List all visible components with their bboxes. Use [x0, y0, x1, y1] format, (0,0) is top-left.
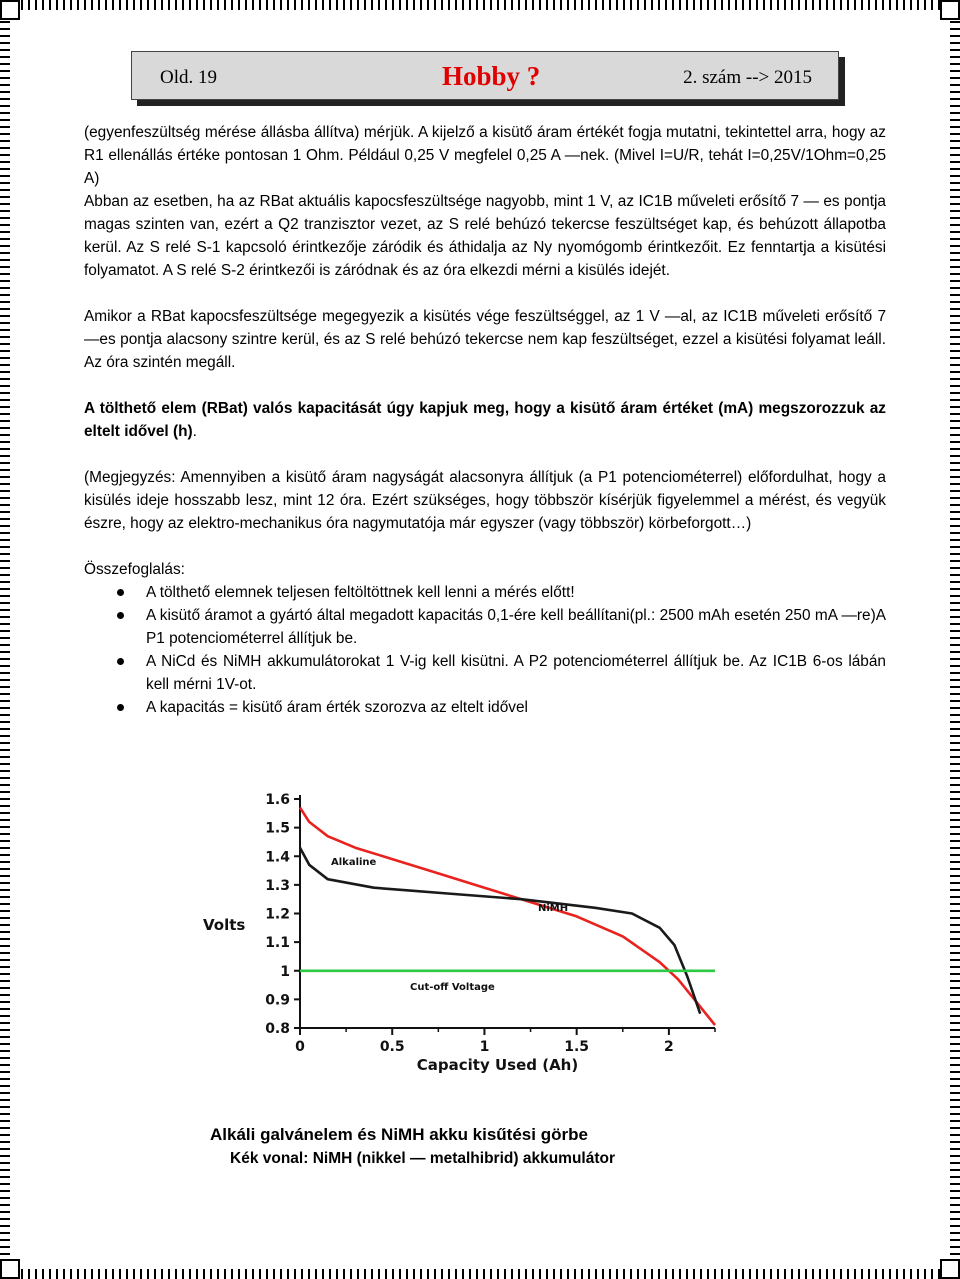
figure-subcaption: Kék vonal: NiMH (nikkel — metalhibrid) akkumulátor	[230, 1150, 615, 1167]
y-tick-label: 1.3	[265, 877, 290, 894]
paragraph-emphasis	[84, 397, 886, 443]
x-tick-label: 1.5	[564, 1039, 590, 1055]
list-item-text: A kisütő áramot a gyártó által megadott kapacitás 0,1-ére kell beállítani(pl.: 2500 mAh esetén 250 mA —re)A P1 potenciométerrel állítjuk be.	[146, 607, 886, 647]
paragraph-note: (Megjegyzés: Amennyiben a kisütő áram nagyságát alacsonyra állítjuk (a P1 potenciométerrel) előfordulhat, hogy a kisülés ideje hosszabb lesz, mint 12 óra. Ezért szükséges, hogy többször kísérjük figyelemmel a mérést, és vegyük észre, hogy az elektro-mechanikus óra nagymutatója már egyszer (vagy többször) körbeforgott…)	[84, 469, 886, 532]
summary-heading: Összefoglalás:	[84, 561, 185, 578]
y-tick-label: 1.5	[265, 820, 290, 837]
y-tick-label: 1.6	[265, 792, 290, 808]
magazine-title: Hobby ?	[442, 61, 541, 91]
paragraph: Amikor a RBat kapocsfeszültsége megegyezik a kisütés vége feszültséggel, az 1 V —al, az IC1B műveleti erősítő 7 —es pontja alacsony szintre kerül, és az S relé behúzó tekercse nem kap feszültséget, ezzel a kisütési folyamat leáll. Az óra szintén megáll.	[84, 308, 886, 371]
x-axis-label: Capacity Used (Ah)	[416, 1056, 579, 1074]
page-corner-bottom-right	[940, 1259, 960, 1279]
y-tick-label: 1	[280, 963, 290, 980]
list-item-text: A NiCd és NiMH akkumulátorokat 1 V-ig kell kisütni. A P2 potenciométerrel állítjuk be. Az IC1B 6-os lábán kell mérni 1V-ot.	[146, 653, 886, 693]
list-item	[84, 581, 886, 604]
annotation-cutoff: Cut-off Voltage	[410, 982, 495, 993]
x-tick-label: 0	[295, 1039, 305, 1055]
paragraph: Abban az esetben, ha az RBat aktuális kapocsfeszültsége nagyobb, mint 1 V, az IC1B műveleti erősítő 7 — es pontja magas szinten van, ezért a Q2 tranzisztor vezet, az S relé behúzó tekercse feszültséget kap, és behúzott állapotba kerül. Az S relé S-1 kapcsoló érintkezője záródik és áthidalja az Ny nyomógomb érintkezőit. Ez fenntartja a kisütési folyamatot. A S relé S-2 érintkezői is záródnak és az óra elkezdi mérni a kisülés idejét.	[84, 193, 886, 279]
issue-number: 2. szám --> 2015	[683, 67, 812, 88]
bullet-icon	[117, 589, 124, 596]
annotation-nimh: NiMH	[538, 903, 569, 914]
page-border-right	[950, 0, 960, 1279]
list-item-text: A kapacitás = kisütő áram érték szorozva az eltelt idővel	[146, 699, 528, 716]
emphasis-text: A tölthető elem (RBat) valós kapacitását úgy kapjuk meg, hogy a kisütő áram értéket (mA) megszorozzuk az eltelt idővel (h)	[84, 400, 886, 440]
page-corner-top-left	[0, 0, 20, 20]
page-border-bottom	[0, 1269, 960, 1279]
page-border-left	[0, 0, 10, 1279]
bullet-icon	[117, 658, 124, 665]
y-tick-label: 1.1	[265, 935, 290, 952]
bullet-icon	[117, 612, 124, 619]
series-line-nimh	[300, 848, 700, 1014]
list-item-text: A tölthető elemnek teljesen feltöltöttnek kell lenni a mérés előtt!	[146, 584, 575, 601]
annotation-alkaline: Alkaline	[331, 857, 377, 868]
x-tick-label: 2	[664, 1039, 674, 1055]
list-item	[84, 650, 886, 696]
series-line-alkaline	[300, 808, 715, 1026]
list-item	[84, 604, 886, 650]
period: .	[192, 423, 197, 440]
y-tick-label: 0.9	[265, 992, 290, 1009]
y-tick-label: 1.2	[265, 906, 290, 923]
page-header	[131, 51, 839, 100]
x-tick-label: 1	[479, 1039, 490, 1055]
summary-list	[84, 581, 886, 719]
discharge-curve-chart	[195, 785, 735, 1075]
article-body	[84, 121, 886, 719]
y-tick-label: 0.8	[265, 1021, 290, 1037]
figure-caption: Alkáli galvánelem és NiMH akku kisűtési görbe	[210, 1125, 588, 1144]
page-number: Old. 19	[160, 67, 217, 88]
bullet-icon	[117, 704, 124, 711]
page-corner-top-right	[940, 0, 960, 20]
list-item	[84, 696, 886, 719]
x-tick-label: 0.5	[379, 1039, 405, 1055]
y-axis-label: Volts	[203, 916, 246, 934]
y-tick-label: 1.4	[265, 849, 290, 866]
page-corner-bottom-left	[0, 1259, 20, 1279]
paragraph: (egyenfeszültség mérése állásba állítva) mérjük. A kijelző a kisütő áram értékét fogja mutatni, tekintettel arra, hogy az R1 ellenállás értéke pontosan 1 Ohm. Például 0,25 V megfelel 0,25 A —nek. (Mivel I=U/R, tehát I=0,25V/1Ohm=0,25 A)	[84, 124, 886, 187]
page-border-top	[0, 0, 960, 10]
